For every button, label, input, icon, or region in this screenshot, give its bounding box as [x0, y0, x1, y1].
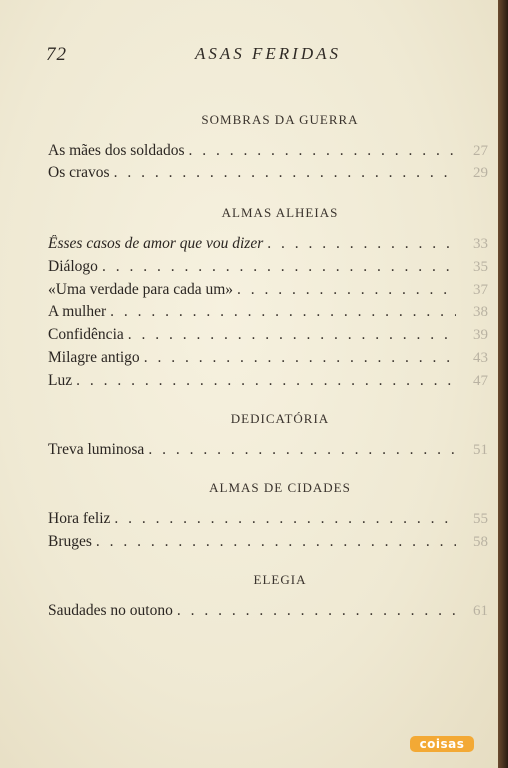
dot-leader [128, 326, 456, 344]
dot-leader [267, 235, 456, 253]
toc-entry [48, 510, 488, 532]
entry-title: Os cravos [48, 164, 110, 181]
toc-entry [48, 533, 488, 555]
entry-page: 27 [473, 143, 488, 159]
entry-page: 35 [473, 259, 488, 275]
entry-page: 58 [473, 534, 488, 550]
toc-entry [48, 372, 488, 394]
dot-leader [237, 281, 456, 299]
dot-leader [110, 303, 456, 321]
entry-title: Saudades no outono [48, 602, 173, 619]
entry-page: 37 [473, 282, 488, 298]
entry-title: Confidência [48, 326, 124, 343]
dot-leader [144, 349, 456, 367]
section-heading-dedicatoria: DEDICATÓRIA [230, 411, 330, 426]
entry-title: A mulher [48, 303, 107, 320]
dot-leader [188, 142, 456, 160]
page-header [0, 44, 498, 74]
dot-leader [96, 533, 456, 551]
entry-title: Bruges [48, 533, 92, 550]
book-page-edge [498, 0, 508, 768]
book-title: ASAS FERIDAS [195, 44, 341, 63]
page-number: 72 [46, 44, 67, 65]
dot-leader [102, 258, 456, 276]
toc-entry [48, 303, 488, 325]
section-heading-almas-de-cidades: ALMAS DE CIDADES [209, 480, 351, 495]
entry-page: 61 [473, 603, 488, 619]
entry-page: 47 [473, 373, 488, 389]
toc-entry [48, 142, 488, 164]
toc-entry [48, 164, 488, 186]
dot-leader [148, 441, 456, 459]
watermark-logo: coisas [410, 736, 474, 752]
entry-title: Hora feliz [48, 510, 111, 527]
section-heading-sombras-da-guerra: SOMBRAS DA GUERRA [201, 112, 359, 127]
toc-entry [48, 441, 488, 463]
entry-title: Luz [48, 372, 73, 389]
dot-leader [114, 164, 456, 182]
entry-page: 39 [473, 327, 488, 343]
dot-leader [76, 372, 456, 390]
toc-entry [48, 326, 488, 348]
toc-entry [48, 235, 488, 257]
entry-page: 43 [473, 350, 488, 366]
entry-page: 29 [473, 165, 488, 181]
dot-leader [114, 510, 456, 528]
entry-title: «Uma verdade para cada um» [48, 281, 234, 298]
toc-entry [48, 349, 488, 371]
toc-entry [48, 258, 488, 280]
entry-title: Treva luminosa [48, 441, 145, 458]
toc-entry [48, 281, 488, 303]
entry-title: Êsses casos de amor que vou dizer [48, 235, 264, 252]
section-heading-almas-alheias: ALMAS ALHEIAS [221, 205, 339, 220]
dot-leader [177, 602, 456, 620]
entry-title: As mães dos soldados [48, 142, 185, 159]
entry-page: 38 [473, 304, 488, 320]
entry-title: Diálogo [48, 258, 98, 275]
entry-page: 55 [473, 511, 488, 527]
entry-page: 33 [473, 236, 488, 252]
toc-entry [48, 602, 488, 624]
entry-page: 51 [473, 442, 488, 458]
entry-title: Milagre antigo [48, 349, 140, 366]
section-heading-elegia: ELEGIA [253, 572, 307, 587]
